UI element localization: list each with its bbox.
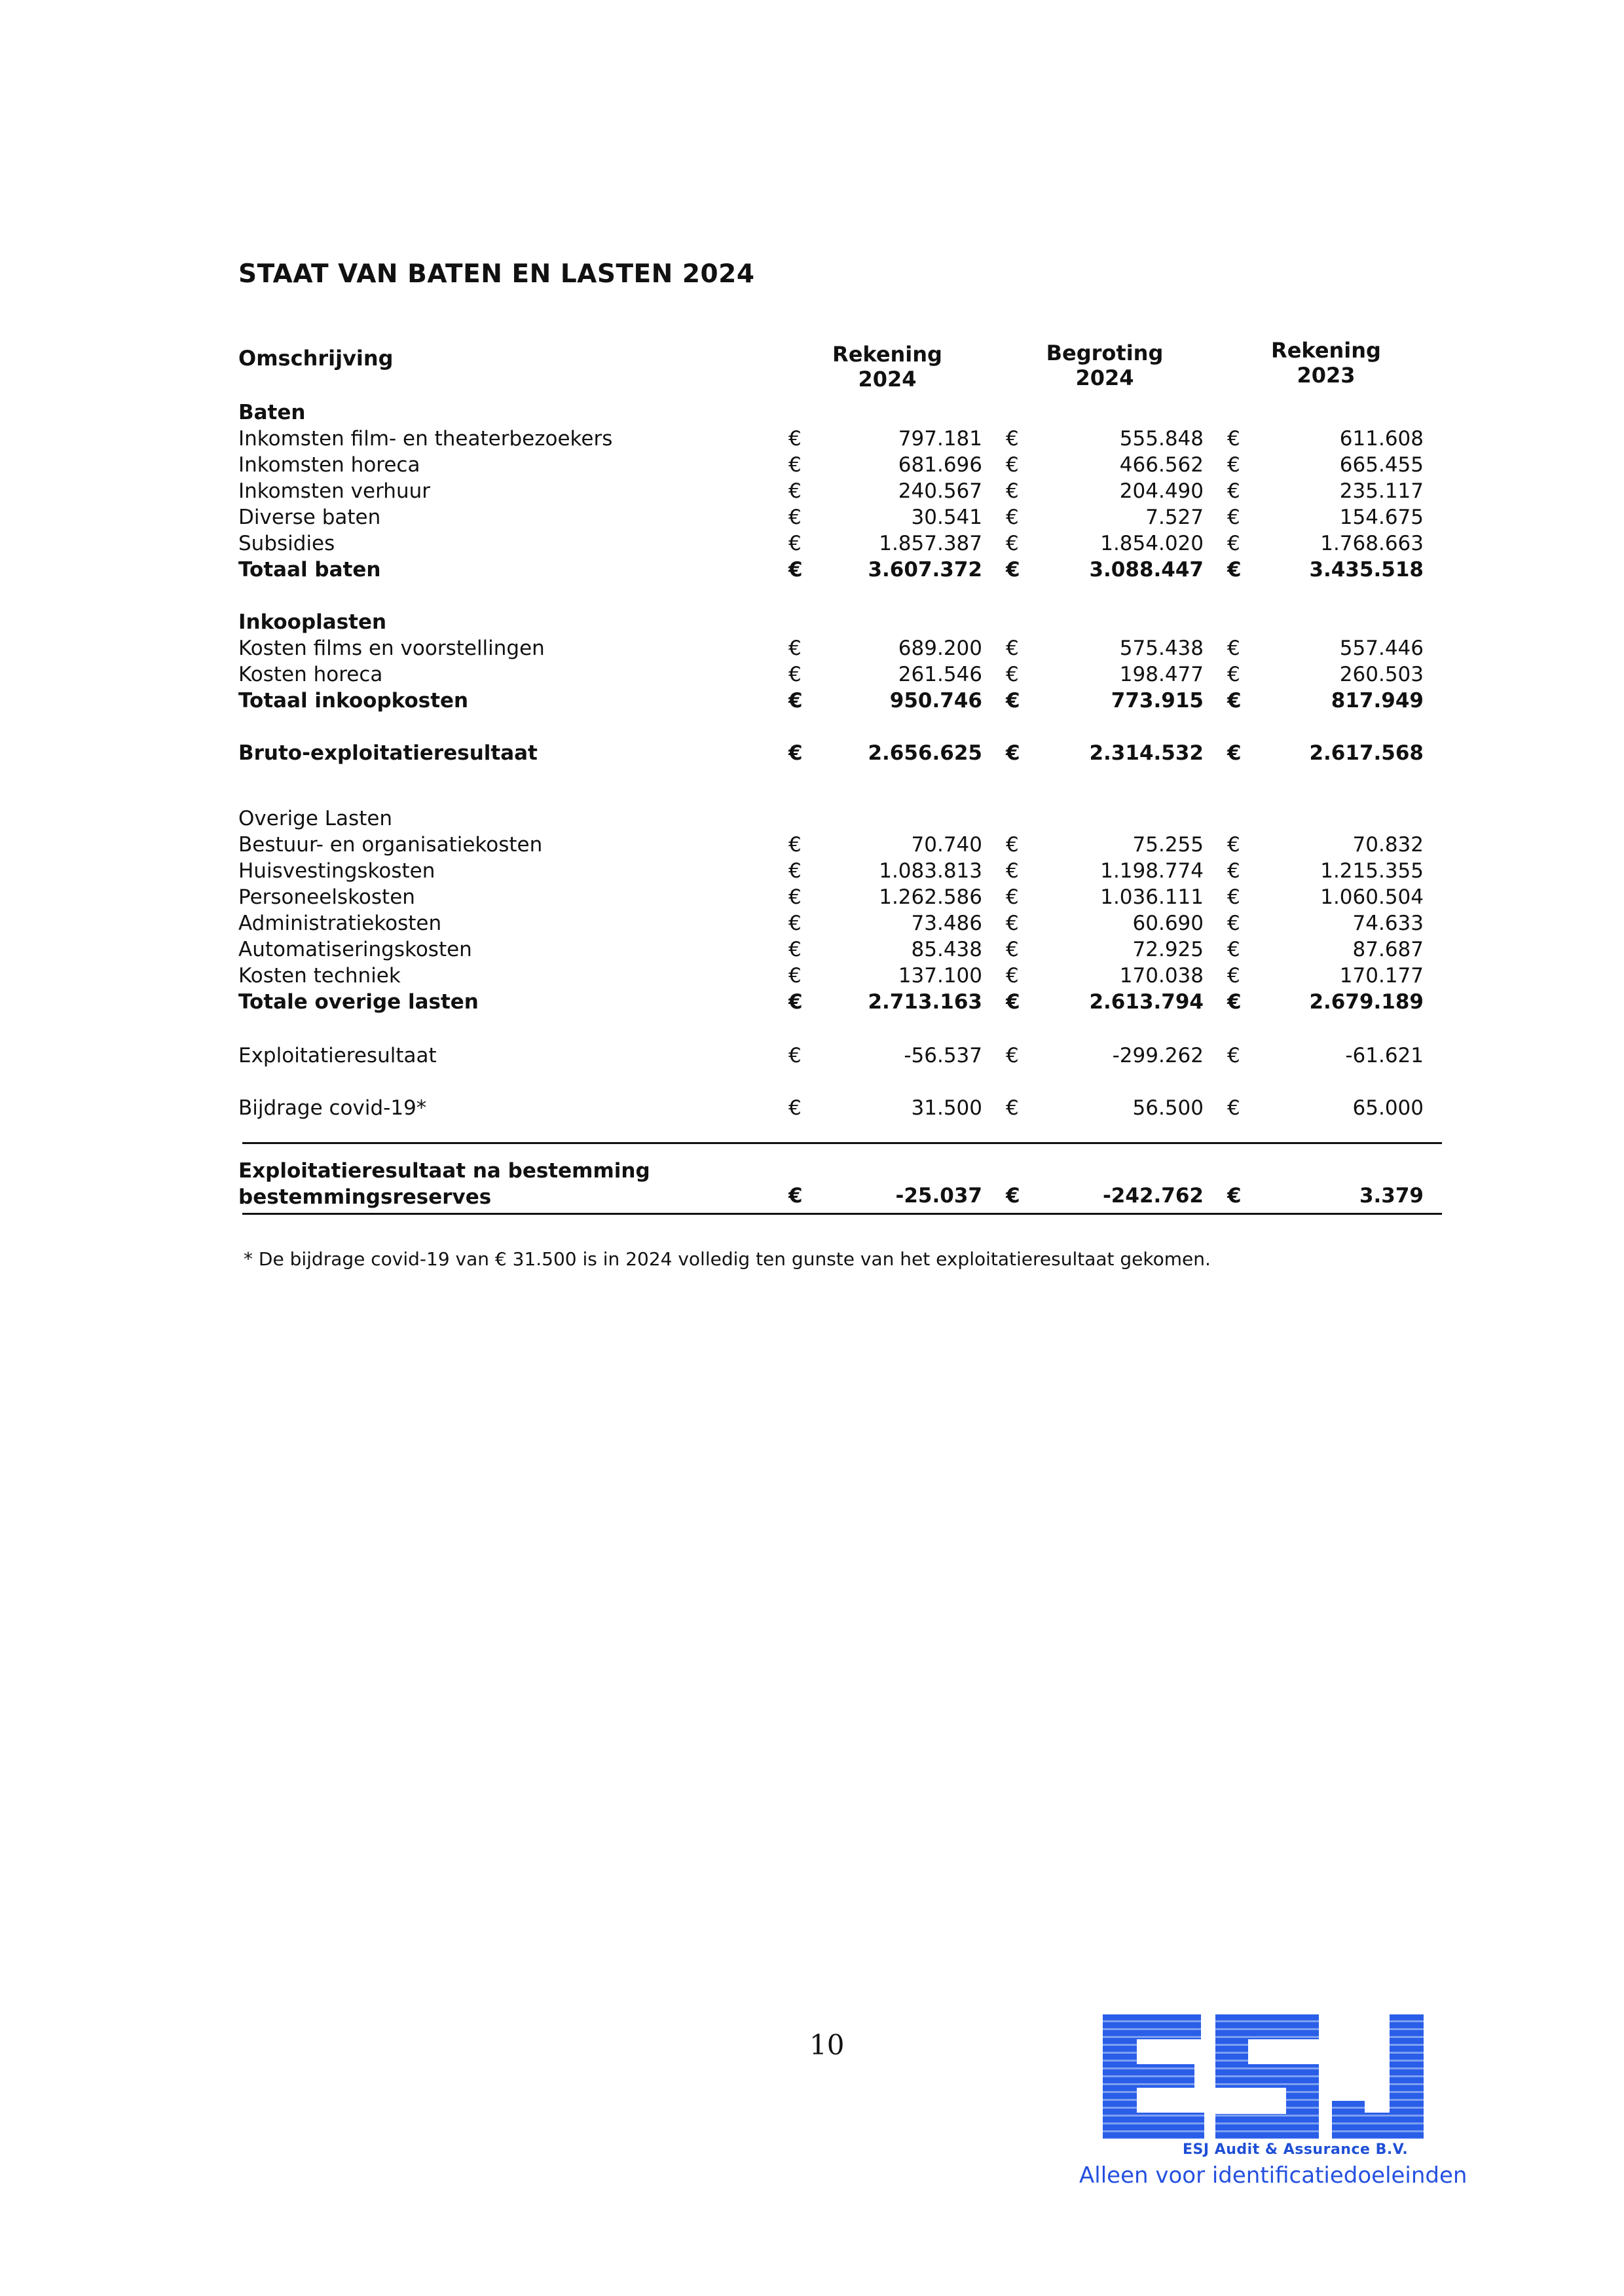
- value-begroting-2024: 555.848: [1119, 427, 1204, 451]
- currency-symbol: €: [788, 427, 802, 451]
- currency-symbol: €: [1006, 741, 1020, 765]
- currency-symbol: €: [1227, 1184, 1242, 1208]
- row-label: Automatiseringskosten: [238, 938, 472, 961]
- value-rekening-2023: 154.675: [1339, 506, 1424, 529]
- identification-stamp: Alleen voor identificatiedoeleinden: [1079, 2162, 1467, 2189]
- row-label-line2: bestemmingsreserves: [238, 1185, 492, 1209]
- currency-symbol: €: [1227, 885, 1240, 909]
- table-row: [238, 938, 1450, 964]
- table-row: [238, 479, 1450, 506]
- currency-symbol: €: [1227, 741, 1242, 765]
- value-begroting-2024: -299.262: [1112, 1044, 1204, 1067]
- currency-symbol: €: [1227, 833, 1240, 857]
- currency-symbol: €: [1006, 1096, 1019, 1120]
- row-label: Inkomsten horeca: [238, 453, 420, 477]
- currency-symbol: €: [1006, 558, 1020, 582]
- value-rekening-2023: 1.215.355: [1320, 859, 1424, 883]
- value-rekening-2024: 1.857.387: [879, 532, 982, 555]
- row-label: [238, 1158, 650, 1210]
- table-row: [238, 833, 1450, 859]
- table-row: [238, 912, 1450, 938]
- currency-symbol: €: [788, 689, 803, 713]
- value-rekening-2024: 689.200: [898, 637, 982, 660]
- value-begroting-2024: 72.925: [1132, 938, 1204, 961]
- value-rekening-2024: 1.262.586: [879, 885, 982, 909]
- value-rekening-2024: 85.438: [911, 938, 982, 961]
- value-begroting-2024: 2.613.794: [1089, 990, 1204, 1014]
- value-begroting-2024: 7.527: [1145, 506, 1204, 529]
- currency-symbol: €: [1006, 427, 1019, 451]
- value-rekening-2024: 1.083.813: [879, 859, 982, 883]
- header-col1-line1: Rekening: [832, 342, 942, 367]
- header-col1: [812, 342, 963, 392]
- section-inkooplasten: Inkooplasten: [238, 610, 387, 634]
- currency-symbol: €: [1006, 453, 1019, 477]
- header-description: Omschrijving: [238, 346, 394, 371]
- currency-symbol: €: [1227, 990, 1242, 1014]
- currency-symbol: €: [1006, 1044, 1019, 1067]
- value-begroting-2024: 575.438: [1119, 637, 1204, 660]
- row-label: Inkomsten verhuur: [238, 479, 430, 503]
- table-row: [238, 637, 1450, 663]
- value-rekening-2023: 235.117: [1339, 479, 1424, 503]
- value-begroting-2024: 198.477: [1119, 663, 1204, 686]
- value-rekening-2024: 2.713.163: [868, 990, 982, 1014]
- table-row: [238, 663, 1450, 689]
- table-row: [238, 532, 1450, 558]
- currency-symbol: €: [1006, 532, 1019, 555]
- currency-symbol: €: [1227, 453, 1240, 477]
- value-begroting-2024: 1.036.111: [1100, 885, 1204, 909]
- value-rekening-2023: -61.621: [1345, 1044, 1424, 1067]
- currency-symbol: €: [788, 1044, 802, 1067]
- value-rekening-2023: 74.633: [1352, 912, 1424, 935]
- value-rekening-2023: 1.060.504: [1320, 885, 1424, 909]
- currency-symbol: €: [1006, 938, 1019, 961]
- value-rekening-2023: 1.768.663: [1320, 532, 1424, 555]
- currency-symbol: €: [1227, 912, 1240, 935]
- value-rekening-2024: 73.486: [911, 912, 982, 935]
- table-row: [238, 453, 1450, 479]
- subtotal-row: [238, 741, 1450, 768]
- currency-symbol: €: [1227, 427, 1240, 451]
- currency-symbol: €: [1227, 1044, 1240, 1067]
- value-rekening-2023: 557.446: [1339, 637, 1424, 660]
- value-begroting-2024: 75.255: [1132, 833, 1204, 857]
- value-rekening-2023: 3.379: [1359, 1184, 1424, 1208]
- table-row: [238, 427, 1450, 453]
- row-label: Totaal inkoopkosten: [238, 689, 469, 713]
- currency-symbol: €: [788, 1096, 802, 1120]
- row-label: Bijdrage covid-19*: [238, 1096, 427, 1120]
- currency-symbol: €: [788, 479, 802, 503]
- value-rekening-2024: 950.746: [889, 689, 982, 713]
- table-row: [238, 885, 1450, 912]
- value-begroting-2024: 56.500: [1132, 1096, 1204, 1120]
- value-begroting-2024: 170.038: [1119, 964, 1204, 988]
- section-overige-lasten: Overige Lasten: [238, 807, 393, 830]
- row-label: Diverse baten: [238, 506, 381, 529]
- currency-symbol: €: [788, 964, 802, 988]
- row-label: Administratiekosten: [238, 912, 442, 935]
- value-rekening-2023: 3.435.518: [1309, 558, 1424, 582]
- value-rekening-2023: 70.832: [1352, 833, 1424, 857]
- currency-symbol: €: [788, 532, 802, 555]
- row-label: Kosten techniek: [238, 964, 401, 988]
- currency-symbol: €: [1227, 964, 1240, 988]
- table-row: [238, 859, 1450, 885]
- page-title: STAAT VAN BATEN EN LASTEN 2024: [238, 259, 755, 289]
- currency-symbol: €: [788, 912, 802, 935]
- divider-bottom: [242, 1213, 1442, 1215]
- row-label: Totaal baten: [238, 558, 381, 582]
- value-rekening-2023: 65.000: [1352, 1096, 1424, 1120]
- value-begroting-2024: -242.762: [1102, 1184, 1204, 1208]
- table-row: [238, 506, 1450, 532]
- row-label-line1: Exploitatieresultaat na bestemming: [238, 1159, 650, 1183]
- value-begroting-2024: 3.088.447: [1089, 558, 1204, 582]
- currency-symbol: €: [1006, 689, 1020, 713]
- value-rekening-2024: 137.100: [898, 964, 982, 988]
- value-rekening-2024: 31.500: [911, 1096, 982, 1120]
- value-rekening-2024: 3.607.372: [868, 558, 982, 582]
- table-row: [238, 1096, 1450, 1122]
- total-row: [238, 689, 1450, 715]
- value-rekening-2024: 240.567: [898, 479, 982, 503]
- row-label: Bestuur- en organisatiekosten: [238, 833, 543, 857]
- table-row: [238, 1044, 1450, 1070]
- total-row: [238, 558, 1450, 584]
- value-rekening-2024: 30.541: [911, 506, 982, 529]
- value-rekening-2024: 681.696: [898, 453, 982, 477]
- currency-symbol: €: [1227, 663, 1240, 686]
- header-col3-line2: 2023: [1297, 363, 1356, 388]
- row-label: Huisvestingskosten: [238, 859, 435, 883]
- value-rekening-2024: 70.740: [911, 833, 982, 857]
- currency-symbol: €: [1006, 663, 1019, 686]
- value-rekening-2024: 797.181: [898, 427, 982, 451]
- page-number: 10: [809, 2029, 845, 2061]
- value-rekening-2024: 2.656.625: [868, 741, 982, 765]
- row-label: Inkomsten film- en theaterbezoekers: [238, 427, 613, 451]
- value-rekening-2023: 665.455: [1339, 453, 1424, 477]
- currency-symbol: €: [788, 859, 802, 883]
- value-begroting-2024: 2.314.532: [1089, 741, 1204, 765]
- value-rekening-2023: 817.949: [1331, 689, 1424, 713]
- value-rekening-2023: 611.608: [1339, 427, 1424, 451]
- header-col2-line2: 2024: [1075, 365, 1134, 390]
- currency-symbol: €: [788, 558, 803, 582]
- currency-symbol: €: [788, 506, 802, 529]
- row-label: Bruto-exploitatieresultaat: [238, 741, 538, 765]
- currency-symbol: €: [1006, 859, 1019, 883]
- value-begroting-2024: 773.915: [1111, 689, 1204, 713]
- header-col2-line1: Begroting: [1046, 341, 1164, 365]
- header-col3: [1251, 338, 1401, 388]
- currency-symbol: €: [1227, 637, 1240, 660]
- logo-caption: ESJ Audit & Assurance B.V.: [1183, 2141, 1409, 2158]
- esj-logo: [1103, 2014, 1430, 2139]
- header-col2: [1029, 341, 1180, 390]
- currency-symbol: €: [1227, 938, 1240, 961]
- row-label: Personeelskosten: [238, 885, 415, 909]
- header-col1-line2: 2024: [858, 367, 917, 392]
- currency-symbol: €: [1006, 912, 1019, 935]
- divider-top: [242, 1142, 1442, 1144]
- final-result-row: [238, 1158, 1450, 1212]
- currency-symbol: €: [788, 990, 803, 1014]
- value-begroting-2024: 204.490: [1119, 479, 1204, 503]
- currency-symbol: €: [788, 741, 803, 765]
- value-rekening-2024: -25.037: [895, 1184, 982, 1208]
- currency-symbol: €: [788, 885, 802, 909]
- currency-symbol: €: [1006, 479, 1019, 503]
- currency-symbol: €: [1227, 1096, 1240, 1120]
- value-rekening-2024: 261.546: [898, 663, 982, 686]
- currency-symbol: €: [788, 833, 802, 857]
- currency-symbol: €: [1006, 885, 1019, 909]
- footnote: * De bijdrage covid-19 van € 31.500 is in 2024 volledig ten gunste van het exploitatieresultaat gekomen.: [244, 1248, 1211, 1270]
- total-row: [238, 990, 1450, 1016]
- currency-symbol: €: [1227, 506, 1240, 529]
- currency-symbol: €: [1006, 1184, 1020, 1208]
- value-rekening-2023: 2.617.568: [1309, 741, 1424, 765]
- row-label: Kosten horeca: [238, 663, 383, 686]
- currency-symbol: €: [1227, 859, 1240, 883]
- row-label: Exploitatieresultaat: [238, 1044, 437, 1067]
- row-label: Kosten films en voorstellingen: [238, 637, 545, 660]
- currency-symbol: €: [1006, 506, 1019, 529]
- currency-symbol: €: [788, 453, 802, 477]
- row-label: Totale overige lasten: [238, 990, 479, 1014]
- currency-symbol: €: [1006, 990, 1020, 1014]
- currency-symbol: €: [1006, 637, 1019, 660]
- currency-symbol: €: [1227, 479, 1240, 503]
- currency-symbol: €: [1227, 558, 1242, 582]
- header-col3-line1: Rekening: [1271, 338, 1381, 363]
- currency-symbol: €: [1006, 833, 1019, 857]
- currency-symbol: €: [788, 663, 802, 686]
- currency-symbol: €: [788, 637, 802, 660]
- value-begroting-2024: 1.198.774: [1100, 859, 1204, 883]
- section-baten: Baten: [238, 401, 306, 424]
- value-rekening-2023: 170.177: [1339, 964, 1424, 988]
- currency-symbol: €: [1006, 964, 1019, 988]
- table-row: [238, 964, 1450, 990]
- currency-symbol: €: [788, 938, 802, 961]
- currency-symbol: €: [1227, 689, 1242, 713]
- currency-symbol: €: [788, 1184, 803, 1208]
- value-rekening-2023: 2.679.189: [1309, 990, 1424, 1014]
- value-begroting-2024: 466.562: [1119, 453, 1204, 477]
- currency-symbol: €: [1227, 532, 1240, 555]
- row-label: Subsidies: [238, 532, 335, 555]
- value-begroting-2024: 60.690: [1132, 912, 1204, 935]
- value-rekening-2024: -56.537: [904, 1044, 982, 1067]
- value-rekening-2023: 260.503: [1339, 663, 1424, 686]
- value-begroting-2024: 1.854.020: [1100, 532, 1204, 555]
- value-rekening-2023: 87.687: [1352, 938, 1424, 961]
